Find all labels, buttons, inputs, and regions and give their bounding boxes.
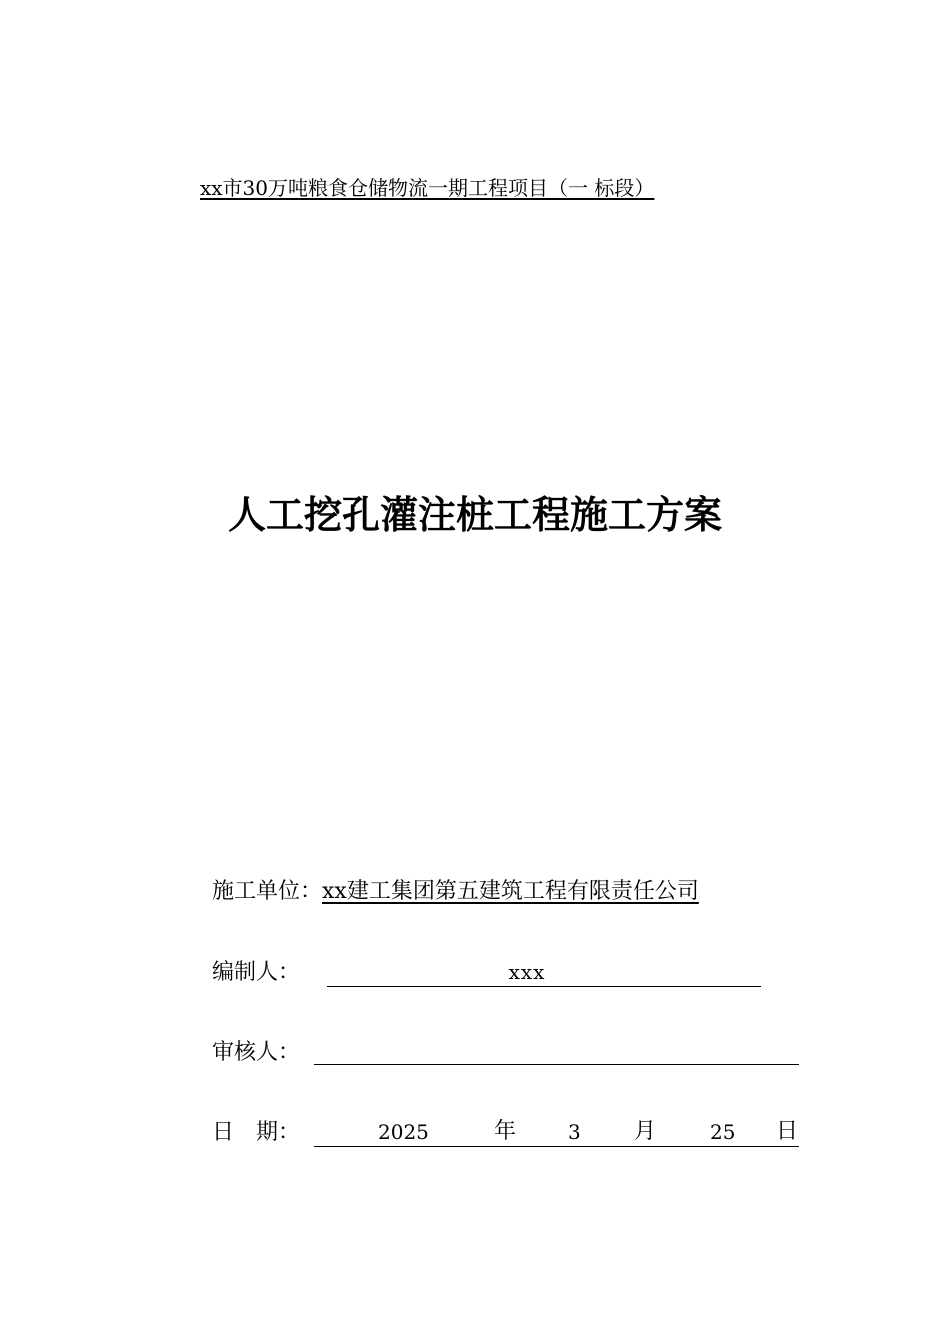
date-field	[212, 1118, 300, 1148]
contractor-value: xx建工集团第五建筑工程有限责任公司	[322, 879, 699, 904]
contractor-field	[212, 877, 699, 907]
reviewer-underline	[314, 1036, 799, 1065]
project-name: xx市30万吨粮食仓储物流一期工程项目（一 标段）	[200, 176, 655, 200]
reviewer-field	[212, 1038, 300, 1068]
date-month: 3	[568, 1120, 581, 1144]
compiler-underline	[327, 958, 761, 987]
date-underline	[314, 1118, 799, 1147]
date-year: 2025	[378, 1120, 429, 1144]
date-label: 日 期：	[212, 1120, 301, 1145]
reviewer-label: 审核人：	[212, 1040, 301, 1065]
contractor-label: 施工单位：	[212, 879, 323, 904]
date-day-unit: 日	[776, 1119, 799, 1144]
document-title: 人工挖孔灌注桩工程施工方案	[227, 493, 722, 537]
date-month-unit: 月	[634, 1119, 657, 1144]
compiler-value: xxx	[508, 960, 546, 984]
compiler-label: 编制人：	[212, 960, 301, 985]
compiler-field	[212, 958, 300, 988]
date-year-unit: 年	[494, 1119, 517, 1144]
date-day: 25	[710, 1120, 736, 1144]
